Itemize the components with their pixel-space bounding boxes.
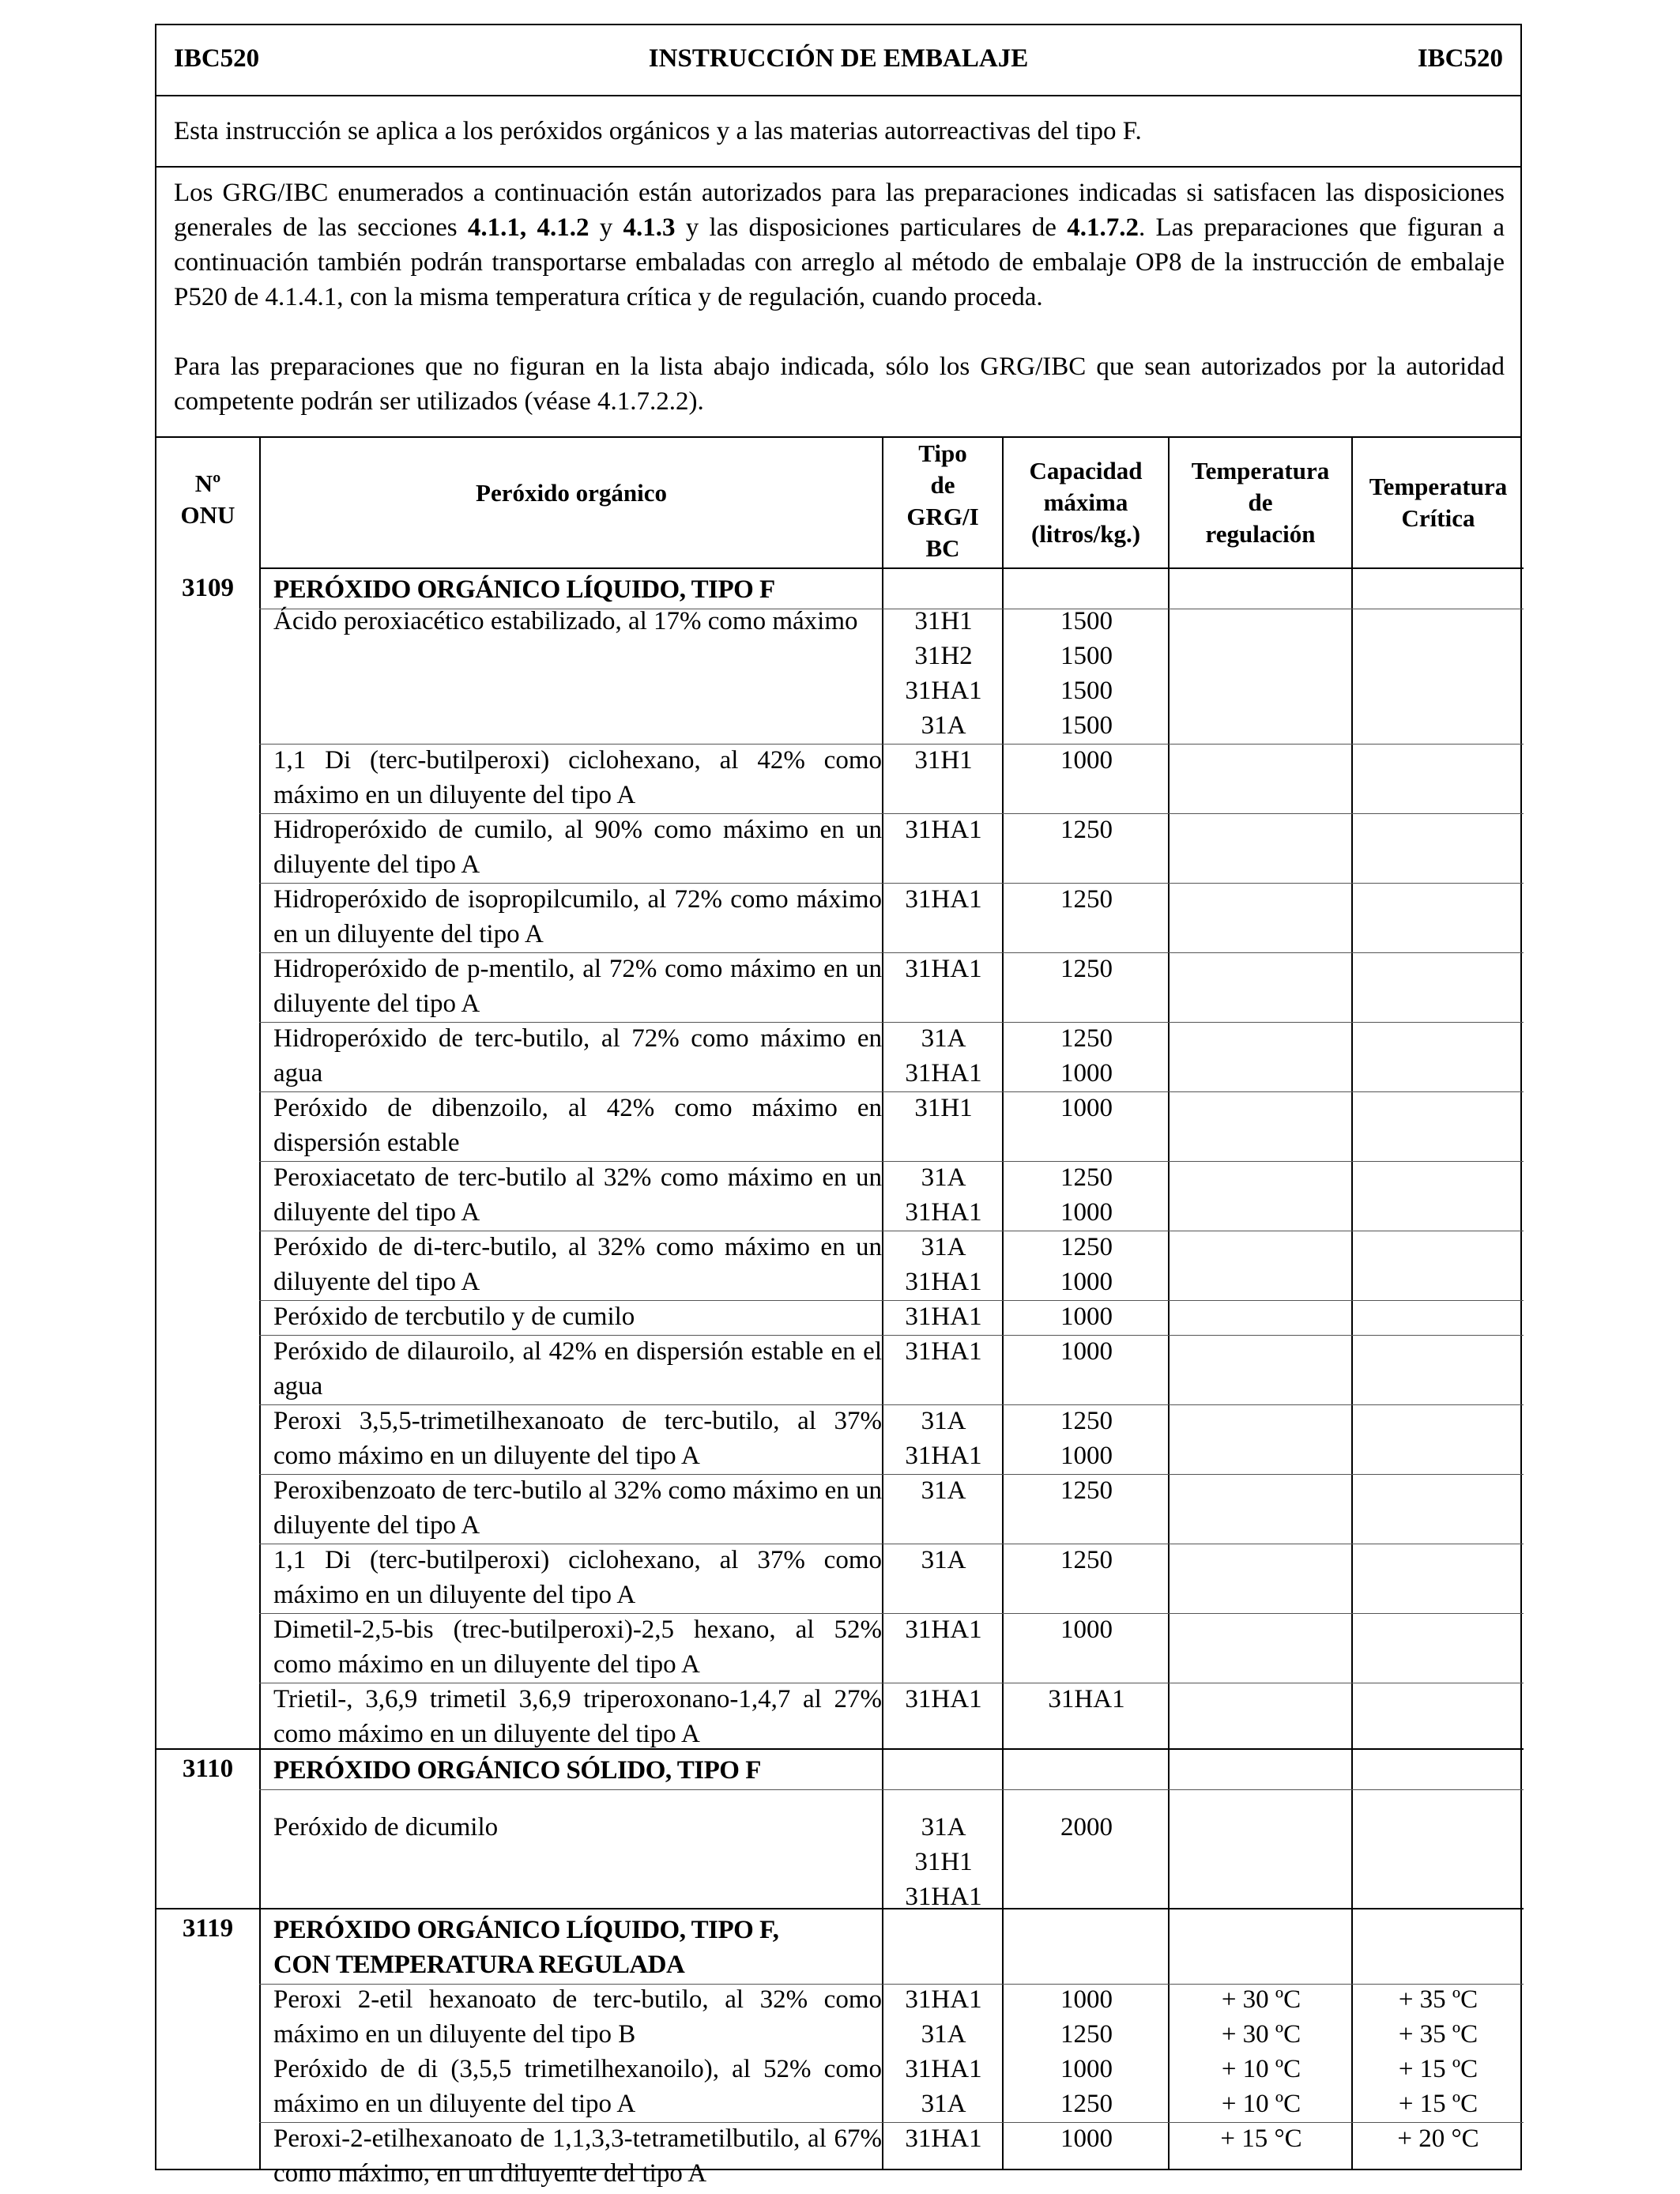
max-capacity-value: 1250 xyxy=(1060,1476,1113,1505)
peroxide-name: 1,1 Di (terc-butilperoxi) ciclohexano, al 37% como máximo en un diluyente del tipo A xyxy=(273,1546,882,1609)
max-capacity xyxy=(1004,1230,1170,1299)
ibc-type xyxy=(883,2121,1004,2156)
packing-instruction-frame xyxy=(155,24,1522,2188)
group-heading-line: PERÓXIDO ORGÁNICO LÍQUIDO, TIPO F, xyxy=(273,1916,779,1944)
control-temperature xyxy=(1170,2052,1353,2121)
para1-ref-3: 4.1.7.2 xyxy=(1067,213,1139,242)
ibc-type xyxy=(883,882,1004,917)
col-header-control-temp: Temperatura de regulación xyxy=(1191,457,1330,548)
control-temperature-value: + 10 ºC xyxy=(1221,2090,1301,2118)
control-temperature-value: + 30 ºC xyxy=(1221,2020,1301,2049)
ibc-type-value: 31A xyxy=(921,1476,966,1505)
col-divider-treg xyxy=(1351,436,1353,2170)
ibc-type-value: 31HA1 xyxy=(905,1883,982,1911)
max-capacity xyxy=(1004,1543,1170,1578)
max-capacity-value: 1000 xyxy=(1060,1059,1113,1088)
max-capacity-value: 1250 xyxy=(1060,2020,1113,2049)
intro-paragraph: Esta instrucción se aplica a los peróxidos orgánicos y a las materias autorreactivas del tipo F. xyxy=(174,117,1142,145)
col-header-critical-temp: Temperatura Crítica xyxy=(1369,473,1508,532)
max-capacity xyxy=(1004,1473,1170,1508)
un-number: 3119 xyxy=(182,1914,234,1943)
peroxide-name: 1,1 Di (terc-butilperoxi) ciclohexano, al 42% como máximo en un diluyente del tipo A xyxy=(273,746,882,809)
ibc-type-value: 31HA1 xyxy=(905,885,982,914)
max-capacity-value: 1000 xyxy=(1060,2124,1113,2153)
ibc-type xyxy=(883,2052,1004,2121)
group-heading-line: CON TEMPERATURA REGULADA xyxy=(273,1951,685,1979)
peroxide-name: Peróxido de dicumilo xyxy=(273,1813,499,1842)
peroxide-name: Peróxido de dilauroilo, al 42% en dispersión estable en el agua xyxy=(273,1337,882,1400)
ibc-type-value: 31HA1 xyxy=(905,955,982,983)
max-capacity-value: 1500 xyxy=(1060,677,1113,705)
ibc-type xyxy=(883,1021,1004,1091)
critical-temperature-value: + 15 ºC xyxy=(1398,2090,1478,2118)
critical-temperature-value: + 35 ºC xyxy=(1398,1985,1478,2014)
un-number: 3110 xyxy=(182,1755,234,1783)
max-capacity-value: 1000 xyxy=(1060,1302,1113,1331)
para1-text-4: . Las preparaciones que figuran a continuación también podrán transportarse embaladas con arreglo al método de embalaje OP8 de la instrucción de embalaje P520 de 4.1.4.1, con la misma temperatura crítica y de regulación, cuando proceda. xyxy=(174,213,1505,311)
col-header-name: Peróxido orgánico xyxy=(476,479,667,507)
para1-ref-1: 4.1.1, 4.1.2 xyxy=(467,213,590,242)
ibc-type xyxy=(883,952,1004,986)
peroxide-name: Hidroperóxido de p-mentilo, al 72% como máximo en un diluyente del tipo A xyxy=(273,955,882,1018)
critical-temperature xyxy=(1353,2052,1524,2121)
control-temperature xyxy=(1170,2121,1353,2156)
max-capacity xyxy=(1004,1612,1170,1647)
max-capacity-value: 1250 xyxy=(1060,2090,1113,2118)
ibc-type xyxy=(883,1612,1004,1647)
peroxide-name: Hidroperóxido de isopropilcumilo, al 72% como máximo en un diluyente del tipo A xyxy=(273,885,882,948)
max-capacity xyxy=(1004,1982,1170,2052)
peroxide-name: Ácido peroxiacético estabilizado, al 17% como máximo xyxy=(273,607,858,635)
group-heading xyxy=(273,572,775,607)
max-capacity-value: 1250 xyxy=(1060,1546,1113,1574)
max-capacity-value: 1000 xyxy=(1060,2055,1113,2083)
ibc-type xyxy=(883,604,1004,743)
max-capacity-value: 1250 xyxy=(1060,1407,1113,1435)
max-capacity xyxy=(1004,812,1170,847)
ibc-type-value: 31HA1 xyxy=(905,1985,982,2014)
peroxide-name: Hidroperóxido de terc-butilo, al 72% como máximo en agua xyxy=(273,1024,882,1088)
table-top-border xyxy=(156,436,1520,438)
ibc-type-value: 31A xyxy=(921,1163,966,1192)
ibc-type-value: 31H2 xyxy=(914,642,973,670)
critical-temperature-value: + 35 ºC xyxy=(1398,2020,1478,2049)
max-capacity-value: 2000 xyxy=(1060,1813,1113,1842)
control-temperature xyxy=(1170,1982,1353,2052)
ibc-type-value: 31HA1 xyxy=(905,1685,982,1713)
max-capacity xyxy=(1004,1334,1170,1369)
critical-temperature xyxy=(1353,2121,1524,2156)
col-header-capacity: Capacidad máxima (litros/kg.) xyxy=(1029,457,1143,548)
group-top-rule xyxy=(156,1908,1524,1909)
max-capacity-value: 1500 xyxy=(1060,711,1113,740)
ibc-type-value: 31HA1 xyxy=(905,1059,982,1088)
ibc-type-value: 31HA1 xyxy=(905,2055,982,2083)
max-capacity xyxy=(1004,2121,1170,2156)
max-capacity-value: 1000 xyxy=(1060,746,1113,775)
max-capacity-value: 1250 xyxy=(1060,816,1113,844)
ibc-type-value: 31HA1 xyxy=(905,1442,982,1470)
peroxide-name: Peroxi 2-etil hexanoato de terc-butilo, al 32% como máximo en un diluyente del tipo B xyxy=(273,1985,882,2049)
ibc-type-value: 31H1 xyxy=(914,607,973,635)
max-capacity-value: 1250 xyxy=(1060,885,1113,914)
header-code-right: IBC520 xyxy=(1417,44,1503,73)
group-top-rule xyxy=(156,1748,1524,1750)
peroxide-name: Hidroperóxido de cumilo, al 90% como máximo en un diluyente del tipo A xyxy=(273,816,882,879)
max-capacity-value: 1250 xyxy=(1060,955,1113,983)
ibc-type xyxy=(883,1682,1004,1717)
peroxide-name: Peróxido de di (3,5,5 trimetilhexanoilo), al 52% como máximo en un diluyente del tipo A xyxy=(273,2055,882,2118)
peroxide-name: Peroxiacetato de terc-butilo al 32% como máximo en un diluyente del tipo A xyxy=(273,1163,882,1227)
control-temperature-value: + 15 °C xyxy=(1220,2124,1302,2153)
other-preparations-paragraph: Para las preparaciones que no figuran en la lista abajo indicada, sólo los GRG/IBC que sean autorizados por la autoridad competente podrán ser utilizados (véase 4.1.7.2.2). xyxy=(174,352,1505,416)
max-capacity-value: 1000 xyxy=(1060,1268,1113,1296)
peroxide-name: Peroxi 3,5,5-trimetilhexanoato de terc-butilo, al 37% como máximo en un diluyente del tipo A xyxy=(273,1407,882,1470)
max-capacity-value: 1500 xyxy=(1060,607,1113,635)
group-heading-line: PERÓXIDO ORGÁNICO SÓLIDO, TIPO F xyxy=(273,1756,761,1785)
max-capacity-value: 1000 xyxy=(1060,1615,1113,1644)
col-header-type: Tipo de GRG/I BC xyxy=(906,439,979,562)
group-heading-line: PERÓXIDO ORGÁNICO LÍQUIDO, TIPO F xyxy=(273,575,775,604)
ibc-type-value: 31H1 xyxy=(914,1094,973,1122)
max-capacity xyxy=(1004,743,1170,778)
max-capacity-value: 1000 xyxy=(1060,1442,1113,1470)
col-divider-onu xyxy=(259,436,261,2170)
ibc-type xyxy=(883,1810,1004,1914)
ibc-type-value: 31A xyxy=(921,2020,966,2049)
ibc-type xyxy=(883,1982,1004,2052)
ibc-type-value: 31A xyxy=(921,711,966,740)
ibc-type xyxy=(883,1160,1004,1230)
peroxide-name: Trietil-, 3,6,9 trimetil 3,6,9 triperoxonano-1,4,7 al 27% como máximo en un diluyente del tipo A xyxy=(273,1685,882,1748)
ibc-type-value: 31A xyxy=(921,2090,966,2118)
control-temperature-value: + 30 ºC xyxy=(1221,1985,1301,2014)
ibc-type-value: 31HA1 xyxy=(905,1337,982,1366)
peroxide-name: Peroxi-2-etilhexanoato de 1,1,3,3-tetrametilbutilo, al 67% como máximo, en un diluyente del tipo A xyxy=(273,2124,882,2188)
ibc-type-value: 31A xyxy=(921,1813,966,1842)
max-capacity xyxy=(1004,604,1170,743)
max-capacity-value: 1250 xyxy=(1060,1233,1113,1261)
ibc-type-value: 31HA1 xyxy=(905,677,982,705)
un-number: 3109 xyxy=(182,574,234,602)
ibc-type-value: 31HA1 xyxy=(905,1302,982,1331)
ibc-type xyxy=(883,1334,1004,1369)
ibc-type xyxy=(883,1404,1004,1473)
header-code-left: IBC520 xyxy=(174,44,260,73)
header-bottom-rule xyxy=(259,567,1524,569)
group-heading xyxy=(273,1753,761,1788)
ibc-type-value: 31HA1 xyxy=(905,816,982,844)
peroxide-table xyxy=(156,436,1520,2188)
ibc-type-value: 31A xyxy=(921,1233,966,1261)
ibc-type xyxy=(883,1543,1004,1578)
critical-temperature xyxy=(1353,1982,1524,2052)
ibc-type xyxy=(883,1473,1004,1508)
para1-text-1: Los GRG/IBC enumerados a continuación están autorizados para las preparaciones indicadas si satisfacen las disposiciones generales de las secciones xyxy=(174,179,1505,242)
ibc-type-value: 31H1 xyxy=(914,746,973,775)
max-capacity xyxy=(1004,952,1170,986)
peroxide-name: Peróxido de tercbutilo y de cumilo xyxy=(273,1302,635,1331)
peroxide-name: Peróxido de dibenzoilo, al 42% como máximo en dispersión estable xyxy=(273,1094,882,1157)
max-capacity xyxy=(1004,882,1170,917)
max-capacity-value: 1000 xyxy=(1060,1198,1113,1227)
ibc-type-value: 31H1 xyxy=(914,1848,973,1876)
max-capacity xyxy=(1004,1160,1170,1230)
max-capacity-value: 1000 xyxy=(1060,1985,1113,2014)
max-capacity xyxy=(1004,1682,1170,1717)
group-heading xyxy=(273,1913,778,1982)
max-capacity xyxy=(1004,1021,1170,1091)
para1-text-2: y xyxy=(589,213,623,242)
peroxide-name: Peróxido de di-terc-butilo, al 32% como máximo en un diluyente del tipo A xyxy=(273,1233,882,1296)
max-capacity-value: 1500 xyxy=(1060,642,1113,670)
ibc-type-value: 31A xyxy=(921,1024,966,1053)
ibc-type xyxy=(883,812,1004,847)
instruction-header xyxy=(156,25,1520,96)
peroxide-name: Peroxibenzoato de terc-butilo al 32% como máximo en un diluyente del tipo A xyxy=(273,1476,882,1540)
ibc-type xyxy=(883,1230,1004,1299)
col-header-onu: Nº ONU xyxy=(180,469,235,529)
ibc-type-value: 31HA1 xyxy=(905,1268,982,1296)
critical-temperature-value: + 15 ºC xyxy=(1398,2055,1478,2083)
control-temperature-value: + 10 ºC xyxy=(1221,2055,1301,2083)
ibc-type xyxy=(883,743,1004,778)
max-capacity-value: 1250 xyxy=(1060,1163,1113,1192)
peroxide-name: Dimetil-2,5-bis (trec-butilperoxi)-2,5 hexano, al 52% como máximo en un diluyente del tipo A xyxy=(273,1615,882,1679)
max-capacity-value: 1250 xyxy=(1060,1024,1113,1053)
group-bottom-rule xyxy=(259,1789,1524,1790)
critical-temperature-value: + 20 °C xyxy=(1397,2124,1479,2153)
ibc-type xyxy=(883,1091,1004,1125)
max-capacity-value: 31HA1 xyxy=(1048,1685,1125,1713)
max-capacity xyxy=(1004,2052,1170,2121)
max-capacity xyxy=(1004,1091,1170,1125)
ibc-type-value: 31HA1 xyxy=(905,1198,982,1227)
max-capacity-value: 1000 xyxy=(1060,1094,1113,1122)
para1-ref-2: 4.1.3 xyxy=(623,213,676,242)
ibc-type xyxy=(883,1299,1004,1334)
max-capacity xyxy=(1004,1404,1170,1473)
authorization-paragraph xyxy=(174,175,1505,315)
para1-text-3: y las disposiciones particulares de xyxy=(675,213,1068,242)
ibc-type-value: 31A xyxy=(921,1407,966,1435)
header-title: INSTRUCCIÓN DE EMBALAJE xyxy=(648,44,1029,73)
max-capacity xyxy=(1004,1810,1170,1845)
ibc-type-value: 31HA1 xyxy=(905,1615,982,1644)
max-capacity-value: 1000 xyxy=(1060,1337,1113,1366)
ibc-type-value: 31A xyxy=(921,1546,966,1574)
intro-separator xyxy=(156,166,1520,168)
ibc-type-value: 31HA1 xyxy=(905,2124,982,2153)
max-capacity xyxy=(1004,1299,1170,1334)
